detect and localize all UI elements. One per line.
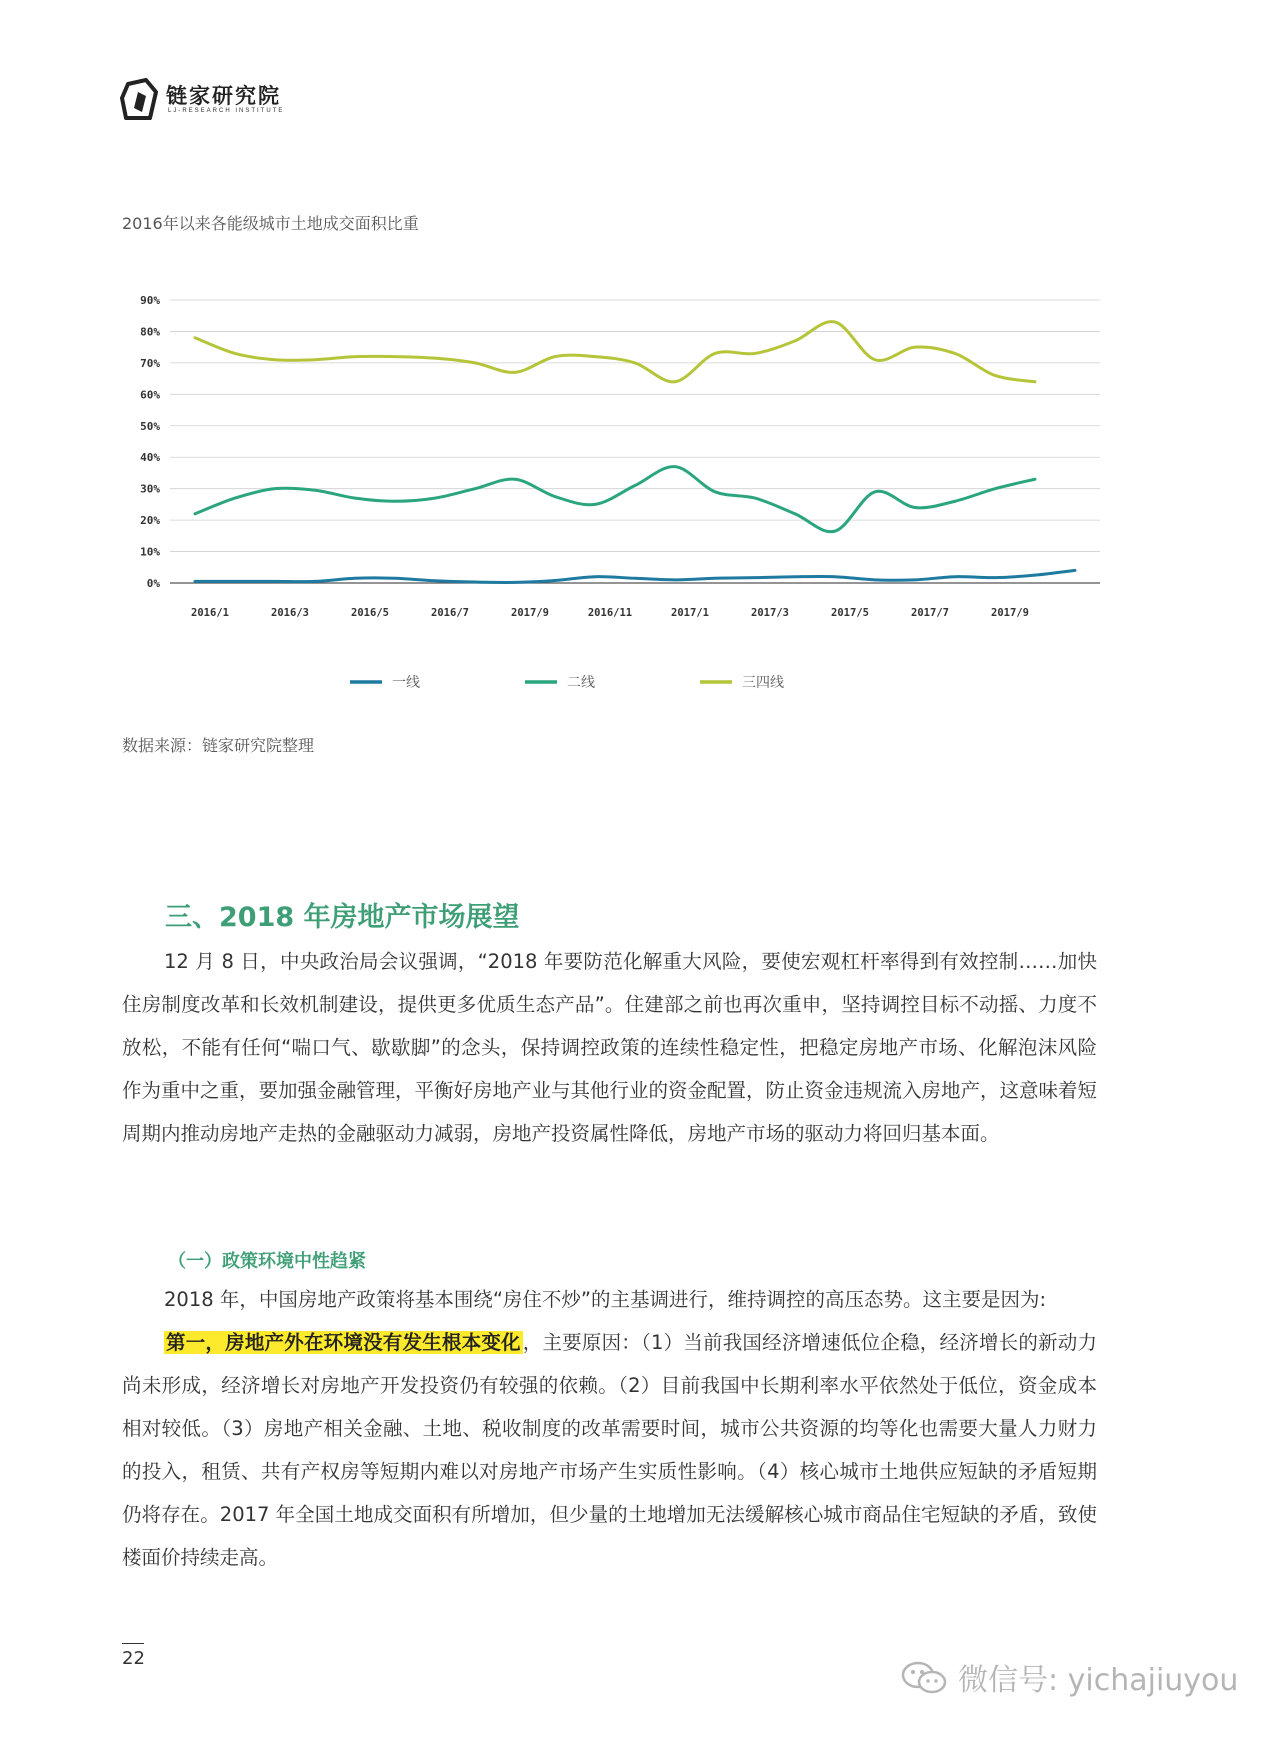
x-tick-label: 2017/5	[831, 607, 869, 619]
watermark-text: 微信号: yichajiuyou	[958, 1663, 1239, 1698]
highlight-text: 第一，房地产外在环境没有发生根本变化	[166, 1331, 521, 1354]
y-tick-label: 40%	[140, 451, 160, 465]
legend-label: 一线	[392, 675, 420, 691]
y-tick-label: 70%	[140, 356, 160, 370]
y-tick-label: 20%	[140, 514, 160, 528]
paragraph-1-text: 12 月 8 日，中央政治局会议强调，“2018 年要防范化解重大风险，要使宏观杠杆率得到有效控制……加快住房制度改革和长效机制建设，提供更多优质生态产品”。住建部之前也再次重申，坚持调控目标不动摇、力度不放松，不能有任何“喘口气、歇歇脚”的念头，保持调控政策的连续性稳定性，把稳定房地产市场、化解泡沫风险作为重中之重，要加强金融管理，平衡好房地产业与其他行业的资金配置，防止资金违规流入房地产，这意味着短周期内推动房地产走热的金融驱动力减弱，房地产投资属性降低，房地产市场的驱动力将回归基本面。	[122, 950, 1098, 1145]
x-tick-label: 2016/7	[431, 607, 469, 619]
section-title: 三、2018 年房地产市场展望	[165, 902, 520, 933]
y-tick-label: 10%	[140, 545, 160, 559]
y-tick-label: 60%	[140, 388, 160, 402]
x-tick-label: 2017/1	[671, 607, 709, 619]
chart-title: 2016年以来各能级城市土地成交面积比重	[122, 214, 419, 233]
series-line-1	[195, 467, 1035, 532]
chart-svg	[110, 280, 1110, 700]
data-source: 数据来源：链家研究院整理	[122, 736, 315, 755]
wechat-icon	[900, 1660, 950, 1704]
x-tick-label: 2017/9	[511, 607, 549, 619]
footer-divider	[122, 1643, 144, 1644]
x-tick-label: 2016/3	[271, 607, 309, 619]
series-line-0	[195, 570, 1075, 582]
x-tick-label: 2017/7	[911, 607, 949, 619]
paragraph-1	[122, 940, 1097, 1155]
page-number: 22	[122, 1648, 145, 1669]
x-tick-label: 2017/9	[991, 607, 1029, 619]
legend-label: 三四线	[742, 675, 784, 691]
x-tick-label: 2016/5	[351, 607, 389, 619]
y-tick-label: 50%	[140, 419, 160, 433]
paragraph-3-text: ，主要原因：（1）当前我国经济增速低位企稳，经济增长的新动力尚未形成，经济增长对房地产开发投资仍有较强的依赖。（2）目前我国中长期利率水平依然处于低位，资金成本相对较低。（3）房地产相关金融、土地、税收制度的改革需要时间，城市公共资源的均等化也需要大量人力财力的投入，租赁、共有产权房等短期内难以对房地产市场产生实质性影响。（4）核心城市土地供应短缺的矛盾短期仍将存在。2017 年全国土地成交面积有所增加，但少量的土地增加无法缓解核心城市商品住宅短缺的矛盾，致使楼面价持续走高。	[122, 1331, 1097, 1569]
logo-subtext: LJ-RESEARCH INSTITUTE	[168, 108, 285, 114]
line-chart	[110, 280, 1110, 704]
y-tick-label: 30%	[140, 482, 160, 496]
y-tick-label: 80%	[140, 325, 160, 339]
sub-title: （一）政策环境中性趋紧	[168, 1251, 366, 1272]
y-tick-label: 90%	[140, 294, 160, 307]
wechat-watermark	[900, 1655, 1238, 1704]
x-tick-label: 2016/1	[191, 607, 229, 619]
brand-logo	[120, 78, 290, 128]
paragraph-2	[122, 1278, 1097, 1321]
legend-label: 二线	[567, 675, 595, 691]
series-line-2	[195, 322, 1035, 382]
paragraph-2-text: 2018 年，中国房地产政策将基本围绕“房住不炒”的主基调进行，维持调控的高压态势。这主要是因为:	[164, 1288, 1047, 1311]
y-tick-label: 0%	[146, 577, 160, 590]
lianjia-logo-icon	[120, 78, 160, 122]
x-tick-label: 2016/11	[587, 607, 633, 619]
paragraph-3	[122, 1321, 1097, 1579]
logo-text: 链家研究院	[166, 84, 281, 108]
x-tick-label: 2017/3	[751, 607, 789, 619]
